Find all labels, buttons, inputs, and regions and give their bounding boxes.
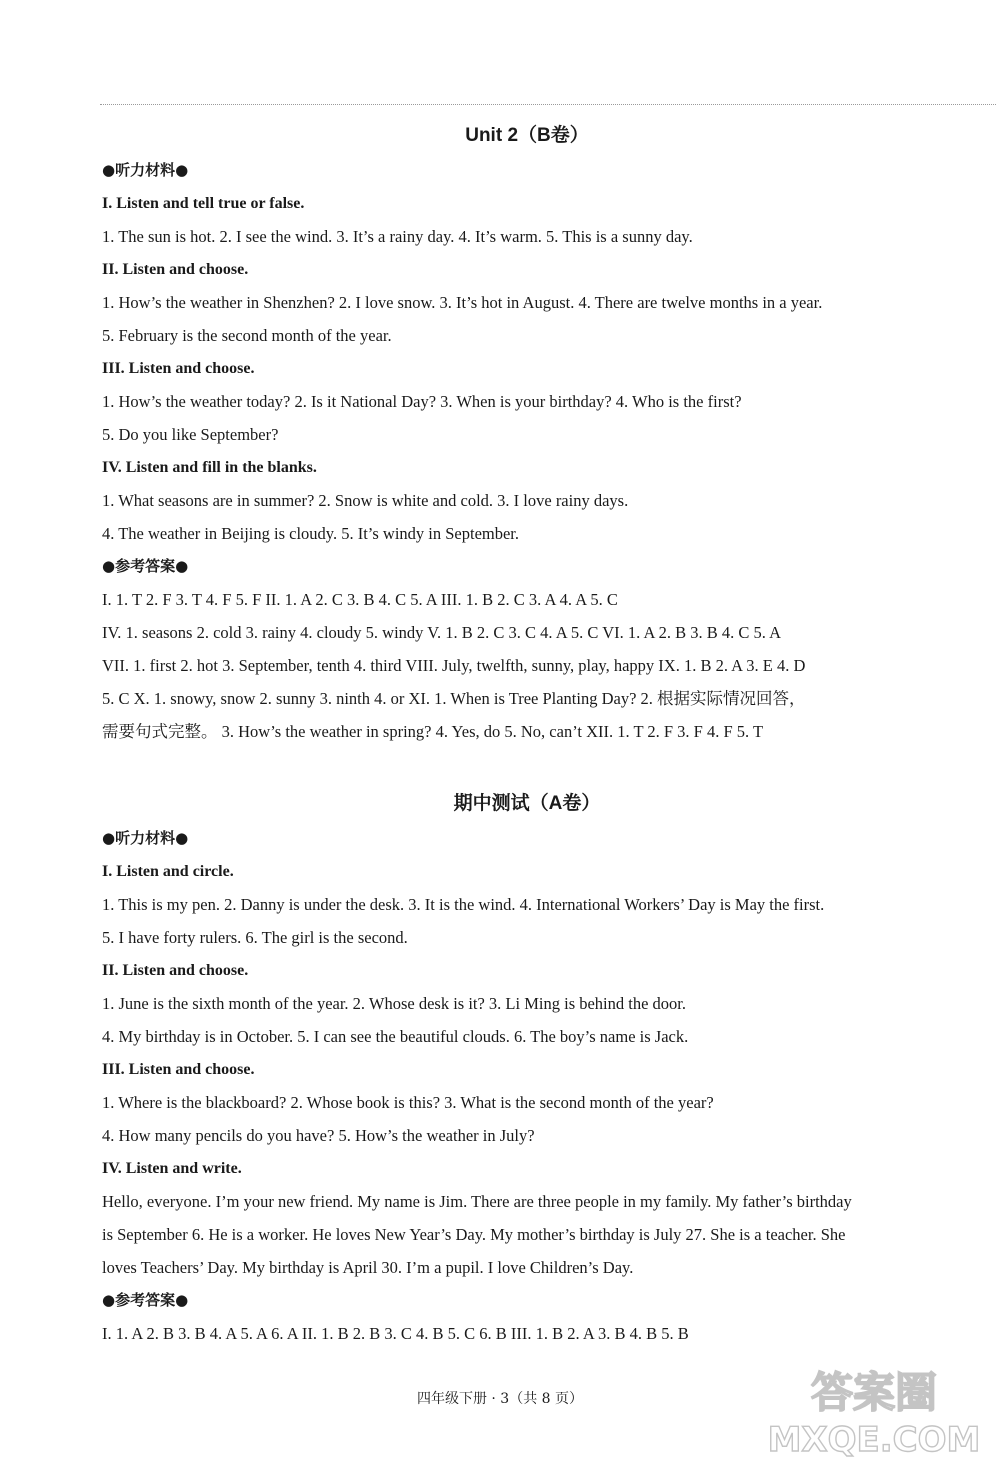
part-heading: III. Listen and choose. xyxy=(102,1061,255,1078)
part-heading: III. Listen and choose. xyxy=(102,360,255,377)
section-gap xyxy=(102,748,952,786)
section-unit2-b xyxy=(102,118,952,748)
text-line: 1. The sun is hot. 2. I see the wind. 3. It’s a rainy day. 4. It’s warm. 5. This is a sunny day. xyxy=(102,227,693,246)
text-line: 1. How’s the weather today? 2. Is it National Day? 3. When is your birthday? 4. Who is the first? xyxy=(102,392,742,411)
top-dotted-rule xyxy=(100,104,996,105)
text-line: 1. What seasons are in summer? 2. Snow is white and cold. 3. I love rainy days. xyxy=(102,491,629,510)
watermark-logo xyxy=(754,1359,994,1459)
listening-material-label: ●听力材料● xyxy=(102,161,189,179)
answer-line: IV. 1. seasons 2. cold 3. rainy 4. cloudy 5. windy V. 1. B 2. C 3. C 4. A 5. C VI. 1. A 2. B 3. B 4. C 5. A xyxy=(102,623,781,642)
text-line: 4. The weather in Beijing is cloudy. 5. It’s windy in September. xyxy=(102,524,520,543)
answer-line: I. 1. T 2. F 3. T 4. F 5. F II. 1. A 2. C 3. B 4. C 5. A III. 1. B 2. C 3. A 4. A 5. C xyxy=(102,590,618,609)
text-line: 4. My birthday is in October. 5. I can see the beautiful clouds. 6. The boy’s name is Jack. xyxy=(102,1027,689,1046)
answer-key-label: ●参考答案● xyxy=(102,557,189,575)
text-line: 5. I have forty rulers. 6. The girl is the second. xyxy=(102,928,408,947)
part-heading: II. Listen and choose. xyxy=(102,962,249,979)
text-line: loves Teachers’ Day. My birthday is April 30. I’m a pupil. I love Children’s Day. xyxy=(102,1258,634,1277)
answer-line: VII. 1. first 2. hot 3. September, tenth 4. third VIII. July, twelfth, sunny, play, happy IX. 1. B 2. A 3. E 4. D xyxy=(102,656,806,675)
text-line: 1. How’s the weather in Shenzhen? 2. I love snow. 3. It’s hot in August. 4. There are twelve months in a year. xyxy=(102,293,823,312)
watermark-text-top: 答案圈 xyxy=(810,1368,938,1417)
text-line: is September 6. He is a worker. He loves New Year’s Day. My mother’s birthday is July 27. She is a teacher. She xyxy=(102,1225,846,1244)
section-title: Unit 2（B卷） xyxy=(465,125,589,146)
page-footer: 四年级下册 · 3（共 8 页） xyxy=(416,1391,584,1407)
text-line: Hello, everyone. I’m your new friend. My name is Jim. There are three people in my family. My father’s birthday xyxy=(102,1192,852,1211)
section-midterm-a xyxy=(102,786,952,1350)
page-content xyxy=(102,118,952,1350)
listening-material-label: ●听力材料● xyxy=(102,829,189,847)
text-line: 5. February is the second month of the year. xyxy=(102,326,392,345)
watermark-text-bottom: MXQE.COM xyxy=(767,1420,981,1459)
part-heading: II. Listen and choose. xyxy=(102,261,249,278)
part-heading: I. Listen and circle. xyxy=(102,863,234,880)
answer-key-label: ●参考答案● xyxy=(102,1291,189,1309)
text-line: 4. How many pencils do you have? 5. How’s the weather in July? xyxy=(102,1126,535,1145)
text-line: 1. June is the sixth month of the year. 2. Whose desk is it? 3. Li Ming is behind the door. xyxy=(102,994,687,1013)
answer-line: I. 1. A 2. B 3. B 4. A 5. A 6. A II. 1. B 2. B 3. C 4. B 5. C 6. B III. 1. B 2. A 3. B 4. B 5. B xyxy=(102,1324,689,1343)
part-heading: IV. Listen and fill in the blanks. xyxy=(102,459,317,476)
answer-line: 需要句式完整。 3. How’s the weather in spring? 4. Yes, do 5. No, can’t XII. 1. T 2. F 3. F 4. F 5. T xyxy=(102,722,764,741)
text-line: 1. This is my pen. 2. Danny is under the desk. 3. It is the wind. 4. International Workers’ Day is May the first. xyxy=(102,895,825,914)
part-heading: IV. Listen and write. xyxy=(102,1160,242,1177)
text-line: 1. Where is the blackboard? 2. Whose book is this? 3. What is the second month of the year? xyxy=(102,1093,714,1112)
answer-line: 5. C X. 1. snowy, snow 2. sunny 3. ninth 4. or XI. 1. When is Tree Planting Day? 2. 根据实际情况回答， xyxy=(102,689,806,708)
section-title: 期中测试（A卷） xyxy=(453,793,601,814)
part-heading: I. Listen and tell true or false. xyxy=(102,195,305,212)
text-line: 5. Do you like September? xyxy=(102,425,279,444)
